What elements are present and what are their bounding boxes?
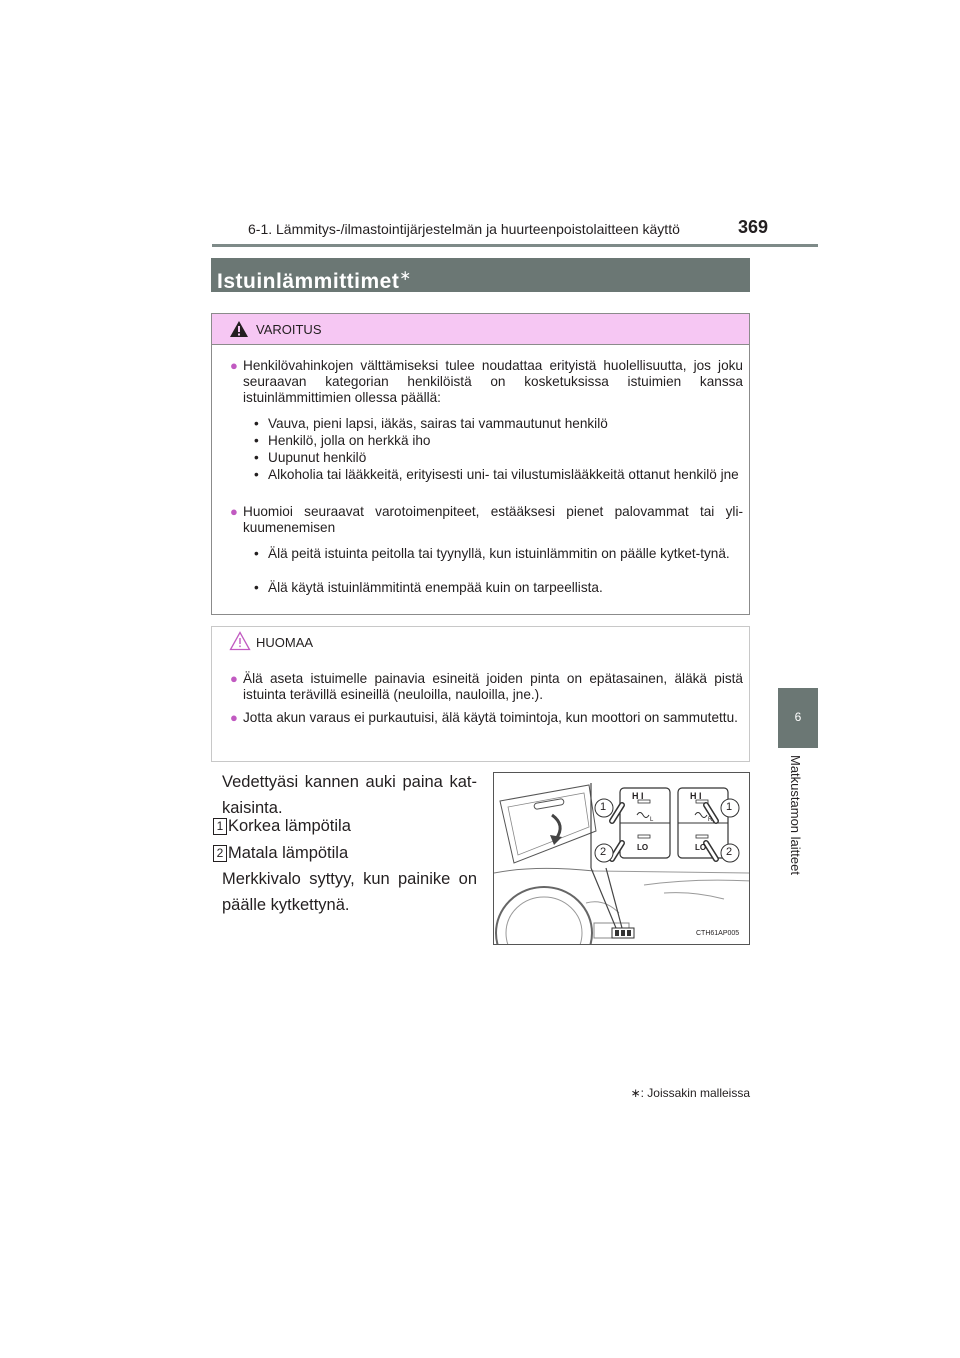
callout-2-left: 2 [600, 846, 607, 858]
warning-triangle-icon [229, 320, 249, 338]
figure-code: CTH61AP005 [696, 930, 740, 937]
header-divider [212, 244, 818, 247]
notice-paragraph-2: ● Jotta akun varaus ei purkautuisi, älä käytä toimintoja, kun moottori on sammutettu. [230, 710, 738, 725]
notice-box [211, 626, 750, 762]
list-item: • Uupunut henkilö [254, 450, 367, 465]
chapter-label [778, 755, 818, 955]
bullet-icon: ● [230, 710, 238, 725]
item-1-text: Korkea lämpötila [228, 817, 351, 835]
hi-label-right: H I [690, 791, 702, 801]
list-item: • Älä peitä istuinta peitolla tai tyynyllä, kun istuinlämmitin on päälle kytket-tynä. [254, 546, 730, 561]
section-header: 6-1. Lämmitys-/ilmastointijärjestelmän ja huurteenpoistolaitteen käyttö [248, 221, 680, 237]
warning-paragraph-1: ● Henkilövahinkojen välttämiseksi tulee noudattaa erityistä huolellisuutta, jos joku seuraavan kategorian henkilöistä on kosketuksissa istuimien kanssa istuinlämmittimien ollessa päällä: [230, 358, 743, 405]
item-2-text: Matala lämpötila [228, 844, 349, 862]
item-number-2: 2 [213, 845, 227, 862]
warning-header [212, 314, 749, 345]
footnote-mark: ∗ [630, 1086, 641, 1100]
list-item: • Vauva, pieni lapsi, iäkäs, sairas tai vammautunut henkilö [254, 416, 608, 431]
chapter-label-text: Matkustamon laitteet [788, 755, 803, 875]
intro-text: Vedettyäsi kannen auki paina kat-kaisinta. [222, 773, 477, 817]
page-number: 369 [738, 217, 769, 237]
notice-heading: HUOMAA [256, 635, 314, 650]
page-title-text: Istuinlämmittimet [217, 270, 400, 293]
list-item: • Älä käytä istuinlämmitintä enempää kuin on tarpeellista. [254, 580, 603, 595]
lo-label-right: LO [695, 843, 707, 852]
outro-text: Merkkivalo syttyy, kun painike on päälle kytkettynä. [222, 870, 477, 914]
callout-1-left: 1 [600, 801, 607, 813]
caution-triangle-icon [229, 631, 251, 651]
footnote-text: : Joissakin malleissa [640, 1086, 750, 1100]
left-seat-label: L [650, 817, 654, 823]
seat-heater-illustration [493, 772, 750, 945]
callout-2-right: 2 [726, 846, 733, 858]
illustration-drawing [494, 773, 750, 945]
warning-heading: VAROITUS [256, 322, 322, 337]
warning-box [211, 313, 750, 615]
right-seat-label: R [708, 817, 713, 823]
warning-paragraph-2: ● Huomioi seuraavat varotoimenpiteet, estääksesi pienet palovammat tai yli-kuumenemisen [230, 504, 743, 535]
lo-label-left: LO [637, 843, 649, 852]
notice-paragraph-1: ● Älä aseta istuimelle painavia esineitä joiden pinta on epätasainen, äläkä pistä istuinta terävillä esineillä (neuloilla, nauloilla, jne.). [230, 671, 743, 702]
callout-1-right: 1 [726, 801, 733, 813]
bullet-icon: ● [230, 671, 238, 686]
bullet-icon: ● [230, 358, 238, 373]
list-item: • Alkoholia tai lääkkeitä, erityisesti uni- tai vilustumislääkkeitä ottanut henkilö jne [254, 467, 739, 482]
list-item: • Henkilö, jolla on herkkä iho [254, 433, 431, 448]
chapter-tab: 6 [778, 688, 818, 748]
bullet-icon: ● [230, 504, 238, 519]
title-asterisk: ∗ [399, 267, 412, 283]
footnote [620, 1086, 750, 1100]
hi-label-left: H I [632, 791, 644, 801]
page-title [211, 258, 750, 292]
item-number-1: 1 [213, 818, 227, 835]
